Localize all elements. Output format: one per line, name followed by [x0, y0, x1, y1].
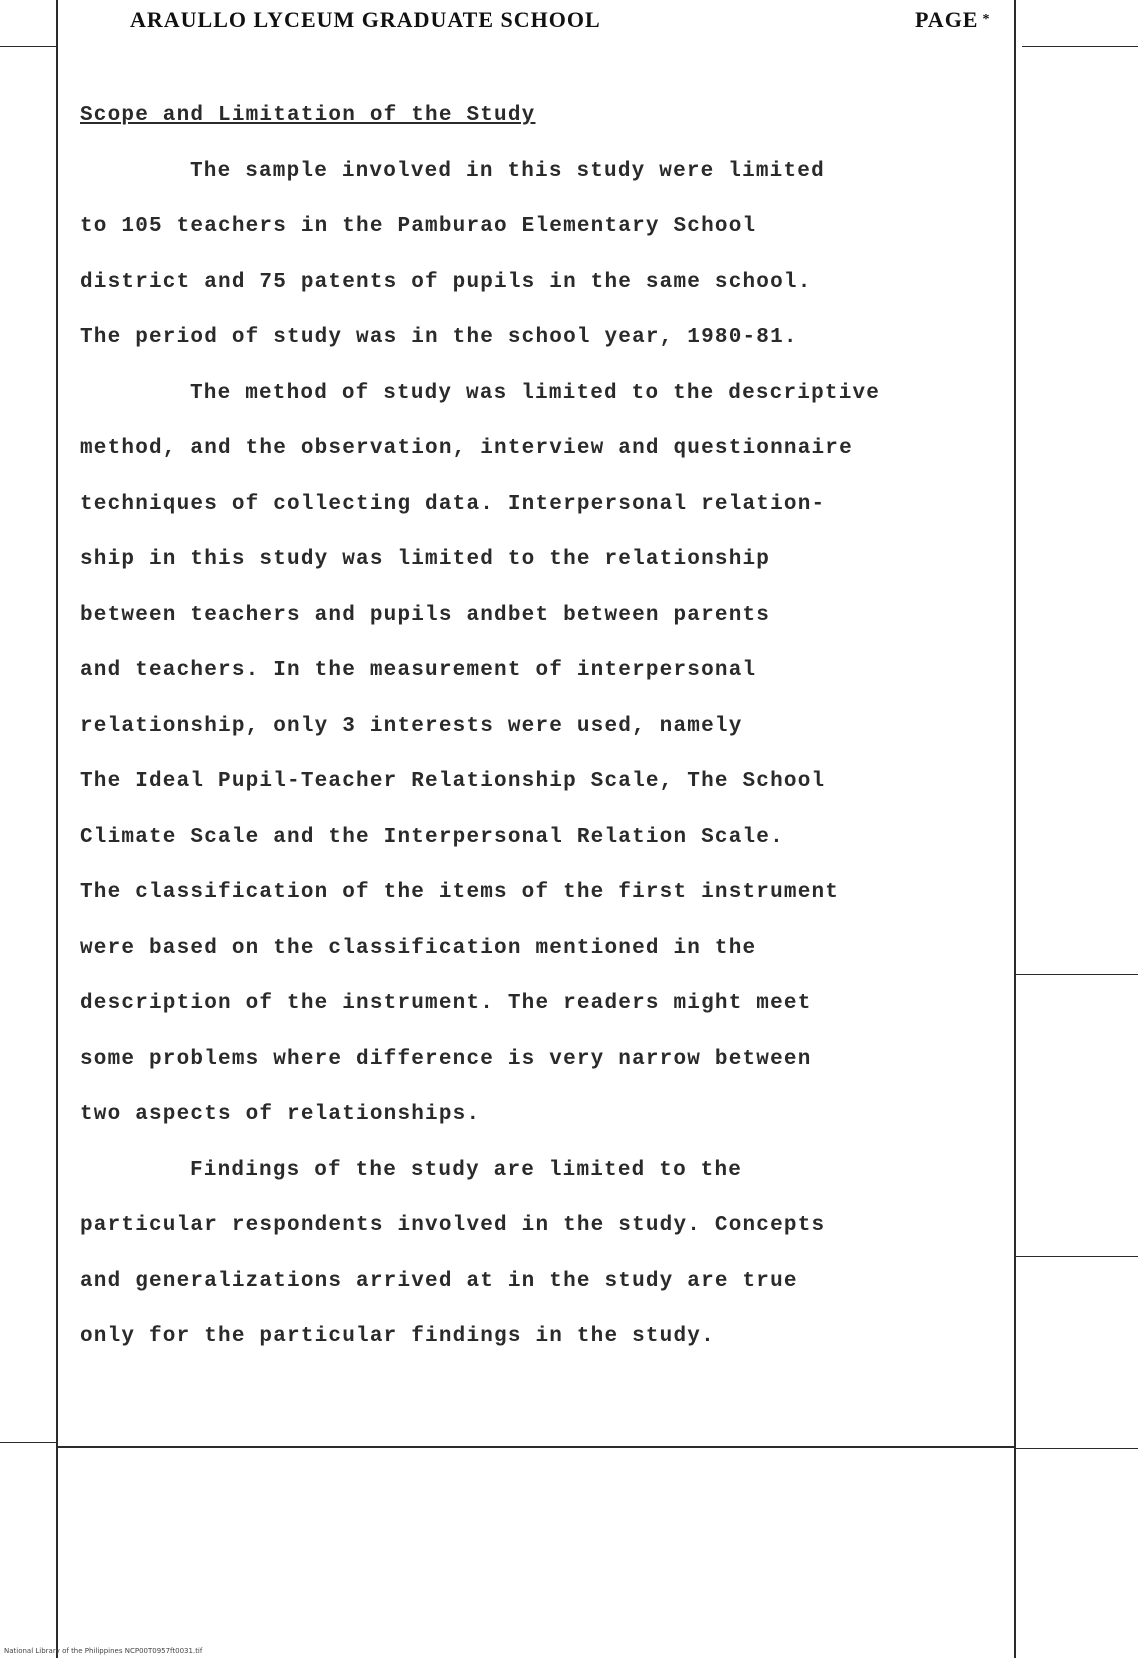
header-rule-right	[1022, 46, 1138, 47]
paragraph-line: Findings of the study are limited to the	[190, 1158, 743, 1182]
paragraph-line: The sample involved in this study were limited	[190, 159, 825, 183]
paragraph-line: district and 75 patents of pupils in the same school.	[80, 270, 812, 294]
paragraph-line: and teachers. In the measurement of interpersonal	[80, 659, 757, 682]
page-label-text: PAGE	[915, 7, 979, 32]
header-rule-left	[0, 46, 56, 47]
page-label	[915, 2, 1025, 38]
paragraph-line: between teachers and pupils andbet between parents	[80, 603, 771, 627]
paragraph-line: were based on the classification mentioned in the	[80, 936, 757, 960]
paragraph-line: Climate Scale and the Interpersonal Relation Scale.	[80, 825, 784, 849]
paragraph-line: to 105 teachers in the Pamburao Elementary School	[80, 215, 757, 238]
paragraph-line: method, and the observation, interview and questionnaire	[80, 437, 853, 460]
paragraph-line: description of the instrument. The readers might meet	[80, 992, 812, 1015]
section-heading: Scope and Limitation of the Study	[80, 104, 536, 127]
paragraph-line: techniques of collecting data. Interpersonal relation-	[80, 492, 826, 516]
bottom-rule-right	[1016, 1448, 1138, 1449]
bottom-rule	[58, 1446, 1014, 1448]
school-header: ARAULLO LYCEUM GRADUATE SCHOOL	[130, 7, 601, 32]
page-mark: *	[982, 12, 991, 27]
paragraph-line: two aspects of relationships.	[80, 1103, 481, 1126]
paragraph-line: The method of study was limited to the descriptive	[190, 381, 881, 405]
bottom-rule-left	[0, 1442, 56, 1443]
left-margin-rule	[56, 0, 58, 1658]
paragraph-line: The Ideal Pupil-Teacher Relationship Scale, The School	[80, 770, 826, 793]
paragraph-line: particular respondents involved in the study. Concepts	[80, 1214, 826, 1237]
paragraph-line: ship in this study was limited to the relationship	[80, 548, 771, 571]
scan-footer-note: National Library of the Philippines NCP00T0957ft0031.tif	[4, 1647, 203, 1655]
paragraph-line: and generalizations arrived at in the study are true	[80, 1269, 798, 1293]
paragraph-line: relationship, only 3 interests were used, namely	[80, 714, 743, 738]
paragraph-line: only for the particular findings in the study.	[80, 1325, 715, 1348]
paragraph-line: The classification of the items of the first instrument	[80, 881, 840, 904]
document-body	[80, 88, 1060, 1358]
paragraph-line: some problems where difference is very narrow between	[80, 1047, 812, 1071]
paragraph-line: The period of study was in the school year, 1980-81.	[80, 326, 798, 349]
